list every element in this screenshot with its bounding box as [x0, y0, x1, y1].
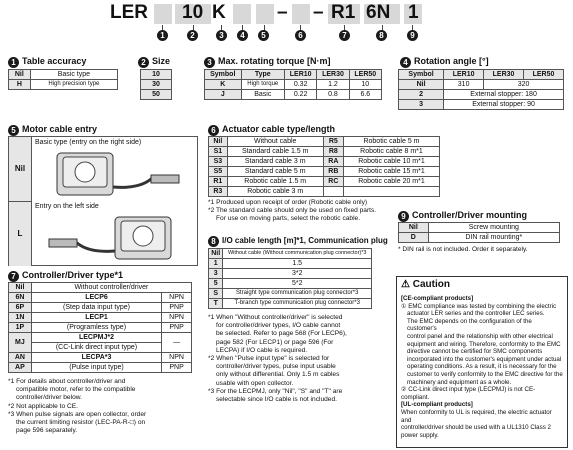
- controller-mount-note: * DIN rail is not included. Order it separately.: [398, 246, 528, 253]
- code-k: K: [212, 2, 226, 23]
- motor-l-label: L: [9, 201, 32, 266]
- controller-type-heading: 7 Controller/Driver type*1: [8, 270, 123, 282]
- callout-2: 2: [187, 30, 198, 41]
- code-dash-2: –: [313, 2, 324, 23]
- code-slot-1: [154, 4, 172, 24]
- code-slot-6: [292, 4, 310, 24]
- motor-nil-text: Basic type (entry on the right side): [35, 139, 142, 146]
- part-prefix: LER: [110, 2, 148, 23]
- warning-icon: ⚠: [401, 279, 410, 290]
- controller-mount-table: Nil Screw mounting D DIN rail mounting*: [398, 222, 560, 243]
- controller-type-table: Nil Without controller/driver 6N LECP6 NPN 6P (Step data input type) PNP 1N LECP1 NPN 1P (Programless type) PNP MJ LECPMJ*2 — (CC-Link direct input type) AN LECPA*3 NPN AP (Pulse input type) PNP: [8, 282, 192, 373]
- code-r1: R1: [331, 2, 356, 23]
- code-slot-4: [233, 4, 251, 24]
- size-heading: 2 Size: [138, 56, 170, 68]
- callout-5: 5: [258, 30, 269, 41]
- io-cable-table: Nil Without cable (Without communication plug connector)*3 1 1.5 3 3*2 5 5*2 S Straight type communication plug connector*3 T T-branch type communication plug connector*3: [208, 248, 372, 309]
- code-dash: –: [277, 2, 288, 23]
- controller-mount-heading: 9 Controller/Driver mounting: [398, 210, 527, 222]
- rotation-table: Symbol LER10 LER30 LER50 Nil 310 320 2 External stopper: 180 3 External stopper: 90: [398, 69, 564, 110]
- size-table: 10 30 50: [140, 69, 172, 100]
- callout-9: 9: [407, 30, 418, 41]
- callout-4: 4: [237, 30, 248, 41]
- io-cable-heading: 8 I/O cable length [m]*1, Communication plug: [208, 236, 388, 247]
- actuator-cable-table: Nil Without cable R5 Robotic cable 5 m S1 Standard cable 1.5 m R8 Robotic cable 8 m*1 S3 Standard cable 3 m RA Robotic cable 10 m*1 S5 Standard cable 5 m RB Robotic cable 15 m*1 R1 Robotic cable 1.5 m RC Robotic cable 20 m*1 R3 Robotic cable 3 m: [208, 136, 440, 197]
- rotation-heading: 4 Rotation angle [°]: [400, 56, 489, 68]
- callout-8: 8: [376, 30, 387, 41]
- code-one: 1: [408, 2, 419, 23]
- motor-l-text: Entry on the left side: [35, 203, 99, 210]
- io-cable-notes: *1 When "Without controller/driver" is selected for controller/driver types, I/O cable cannot be selected. Refer to page 568 (For LECP6), page 582 (For LECP1) or page 596 (For LECPA) if I/O cable is required. *2 When "Pulse input type" is selected for controller/driver types, pulse input usable only without differential. Only 1.5 m cables usable with open collector. *3 For the LECPMJ, only "Nil", "S" and "T" are selectable since I/O cable is not included.: [208, 314, 347, 404]
- callout-7: 7: [339, 30, 350, 41]
- code-6n: 6N: [366, 2, 391, 23]
- code-slot-5: [256, 4, 274, 24]
- torque-heading: 3 Max. rotating torque [N·m]: [204, 56, 331, 68]
- actuator-l-illustration: [39, 213, 189, 263]
- motor-cable-heading: 5 Motor cable entry: [8, 124, 97, 136]
- caution-title: ⚠ Caution: [401, 279, 450, 290]
- callout-6: 6: [295, 30, 306, 41]
- actuator-cable-heading: 6 Actuator cable type/length: [208, 124, 335, 136]
- caution-text: [CE-compliant products] ① EMC compliance was tested by combining the electric actuator LER series and the controller LEC series. The EMC depends on the configuration of the customer's control panel and the relationship with other electrical equipment and wiring. Therefore, conformity to the EMC directive cannot be certified for SMC components incorporated into the customer's equipment under actual operating conditions. As a result, it is necessary for the customer to verify conformity to the EMC directive for the machinery and equipment as a whole. ② CC-Link direct input type (LECPMJ) is not CE-compliant. [UL-compliant products] When conformity to UL is required, the electric actuator and controller/driver should be used with a UL1310 Class 2 power supply.: [401, 295, 563, 439]
- actuator-cable-notes: *1 Produced upon receipt of order (Robotic cable only) *2 The standard cable should only be used on fixed parts. For use on moving parts, select the robotic cable.: [208, 199, 377, 223]
- actuator-nil-illustration: [39, 149, 189, 199]
- table-accuracy-heading: 1 Table accuracy: [8, 56, 86, 68]
- table-accuracy-table: Nil Basic type H High precision type: [8, 69, 118, 90]
- motor-nil-label: Nil: [9, 137, 32, 201]
- motor-cable-panel: [8, 136, 198, 266]
- controller-type-notes: *1 For details about controller/driver and compatible motor, refer to the compatible controller/driver below. *2 Not applicable to CE. *3 When pulse signals are open collector, order the current limiting resistor (LEC-PA-R-□) on page 596 separately.: [8, 378, 147, 435]
- torque-table: Symbol Type LER10 LER30 LER50 K High torque 0.32 1.2 10 J Basic 0.22 0.8 6.6: [204, 69, 382, 100]
- callout-3: 3: [216, 30, 227, 41]
- callout-1: 1: [157, 30, 168, 41]
- caution-box: [396, 276, 568, 448]
- code-size: 10: [182, 2, 204, 23]
